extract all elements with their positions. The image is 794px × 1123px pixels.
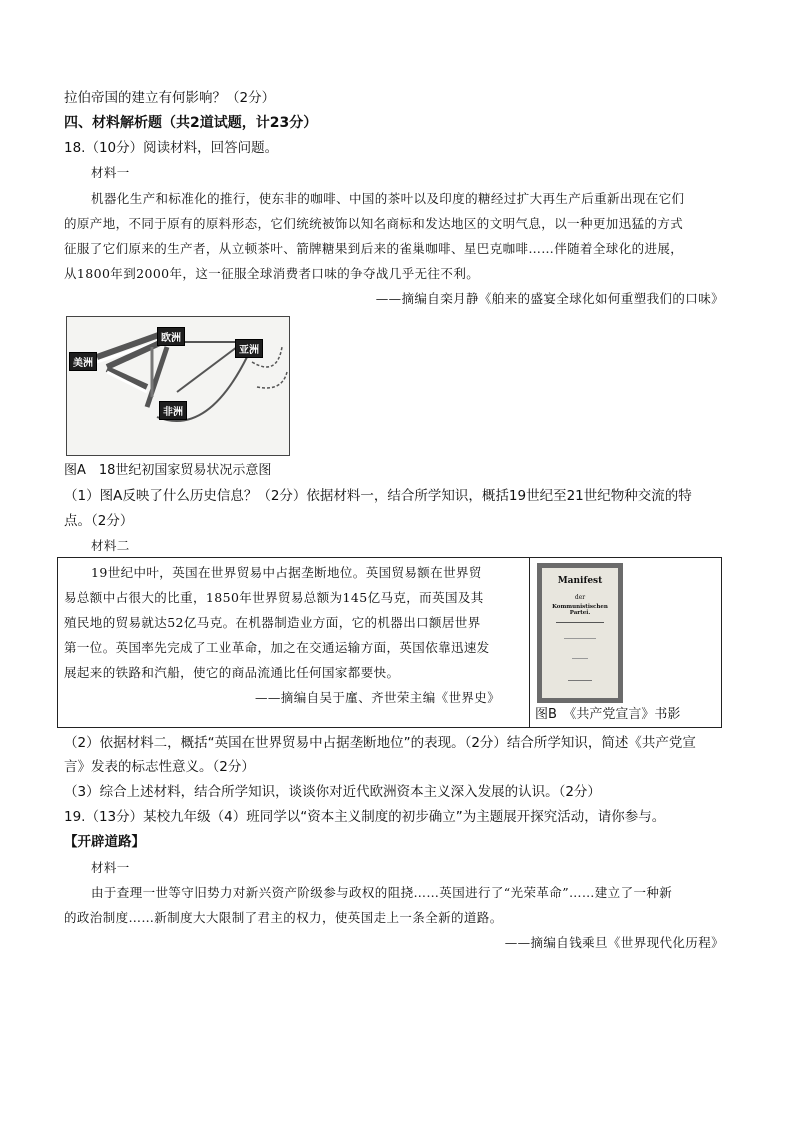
q19-stem: 19.（13分）某校九年级（4）班同学以“资本主义制度的初步确立”为主题展开探究活动，请你参与。 xyxy=(64,809,666,825)
q19-material1-line: 的政治制度……新制度大大限制了君主的权力，使英国走上一条全新的道路。 xyxy=(64,910,503,925)
manifesto-cover-image xyxy=(537,563,623,703)
poster-party: Kommunistischen Partei. xyxy=(552,604,608,616)
q19-subtitle: 【开辟道路】 xyxy=(64,834,145,850)
poster-sub: der xyxy=(574,594,586,601)
q19-material1-source: ——摘编自钱乘旦《世界现代化历程》 xyxy=(504,935,724,950)
region-africa: 非洲 xyxy=(159,401,187,420)
poster-title: Manifest xyxy=(557,576,603,586)
q18-material2-line: 第一位。英国率先完成了工业革命，加之在交通运输方面，英国依靠迅速发 xyxy=(64,640,490,655)
region-america: 美洲 xyxy=(69,352,97,371)
q18-sub1-line: 点。（2分） xyxy=(64,513,134,529)
section-title: 四、材料解析题（共2道试题，计23分） xyxy=(64,115,318,131)
region-europe: 欧洲 xyxy=(157,327,185,346)
q18-material2-line: 易总额中占很大的比重，1850年世界贸易总额为145亿马克，而英国及其 xyxy=(64,590,484,605)
figure-a-caption: 图A 18世纪初国家贸易状况示意图 xyxy=(64,463,272,478)
q18-material2-source: ——摘编自吴于廑、齐世荣主编《世界史》 xyxy=(255,690,501,705)
q18-sub2-line: 言》发表的标志性意义。（2分） xyxy=(64,759,255,775)
q18-material1-source: ——摘编自栾月静《舶来的盛宴全球化如何重塑我们的口味》 xyxy=(375,291,724,306)
q18-stem: 18.（10分）阅读材料，回答问题。 xyxy=(64,140,279,156)
q18-material2-line: 殖民地的贸易就达52亿马克。在机器制造业方面，它的机器出口额居世界 xyxy=(64,615,481,630)
q18-material2-title: 材料二 xyxy=(91,538,130,553)
q18-material1-line: 机器化生产和标准化的推行，使东非的咖啡、中国的茶叶以及印度的糖经过扩大再生产后重新出现在它们 xyxy=(91,191,685,206)
q18-material2-line: 19世纪中叶，英国在世界贸易中占据垄断地位。英国贸易额在世界贸 xyxy=(91,565,482,580)
q19-material1-title: 材料一 xyxy=(91,860,130,875)
region-asia: 亚洲 xyxy=(235,339,263,358)
q18-material1-line: 从1800年到2000年，这一征服全球消费者口味的争夺战几乎无往不利。 xyxy=(64,266,480,281)
q19-material1-line: 由于查理一世等守旧势力对新兴资产阶级参与政权的阻挠……英国进行了“光荣革命”……建立了一种新 xyxy=(91,885,673,900)
q18-material1-line: 的原产地，不同于原有的原料形态，它们统统被饰以知名商标和发达地区的文明气息，以一种更加迅猛的方式 xyxy=(64,216,684,231)
figure-b-caption: 图B 《共产党宣言》书影 xyxy=(535,707,681,722)
trade-map-figure xyxy=(66,316,290,456)
question-continuation: 拉伯帝国的建立有何影响？（2分） xyxy=(64,90,276,106)
q18-material2-line: 展起来的铁路和汽船，使它的商品流通比任何国家都要快。 xyxy=(64,665,400,680)
q18-sub3-line: （3）综合上述材料，结合所学知识，谈谈你对近代欧洲资本主义深入发展的认识。（2分） xyxy=(64,784,601,800)
q18-material1-title: 材料一 xyxy=(91,165,130,180)
q18-sub1-line: （1）图A反映了什么历史信息？（2分）依据材料一，结合所学知识，概括19世纪至21世纪物种交流的特 xyxy=(64,488,692,504)
q18-sub2-line: （2）依据材料二，概括“英国在世界贸易中占据垄断地位”的表现。（2分）结合所学知识，简述《共产党宣 xyxy=(64,735,696,751)
q18-material1-line: 征服了它们原来的生产者，从立顿茶叶、箭牌糖果到后来的雀巢咖啡、星巴克咖啡……伴随着全球化的进展， xyxy=(64,241,684,256)
